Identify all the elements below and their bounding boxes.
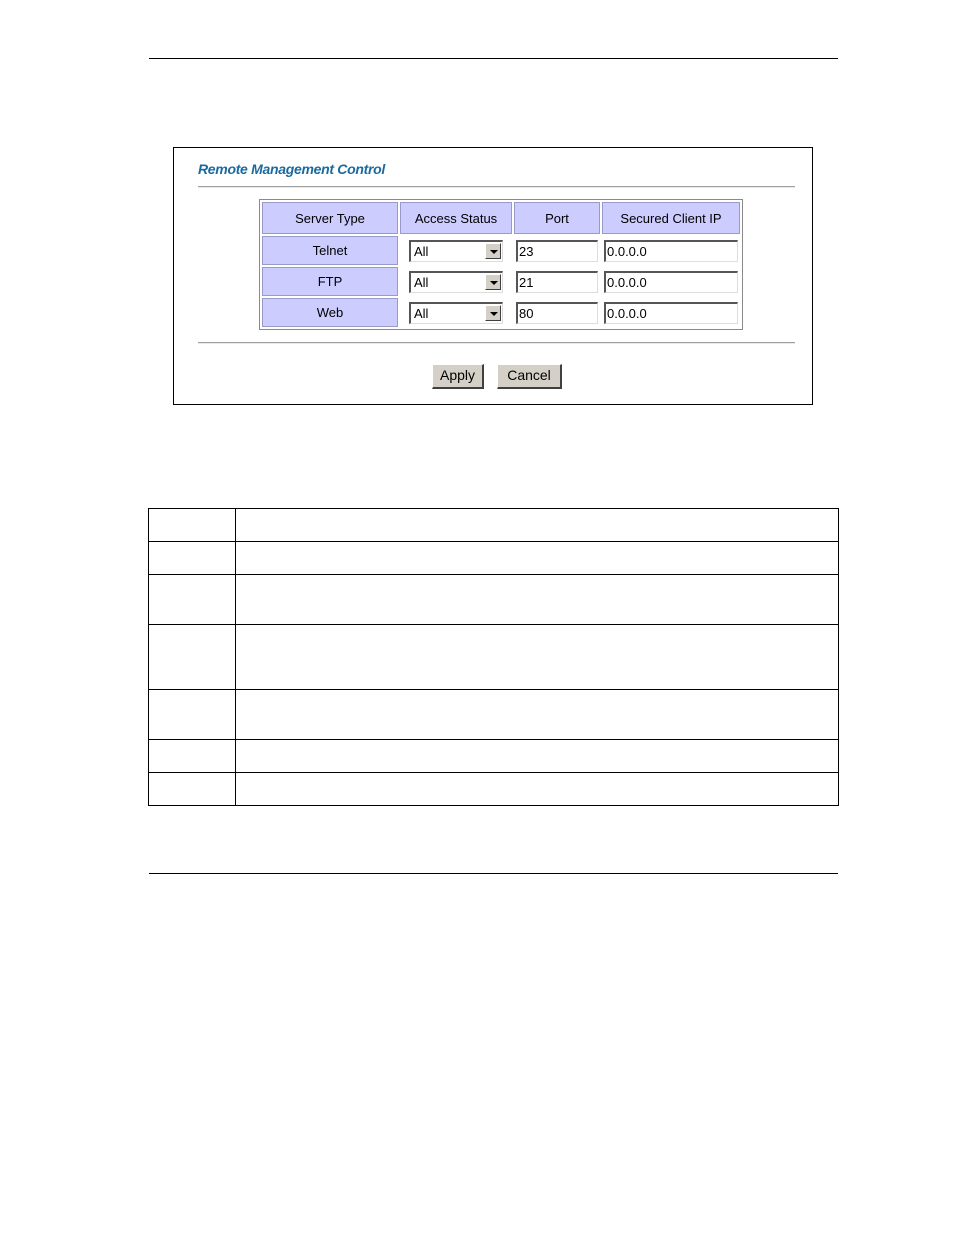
remote-management-table <box>259 199 743 330</box>
server-type-cell: FTP <box>262 267 398 296</box>
description-table <box>148 508 839 806</box>
port-input-telnet[interactable]: 23 <box>516 240 598 262</box>
table-row <box>149 509 839 542</box>
server-type-cell: Telnet <box>262 236 398 265</box>
chevron-down-icon[interactable] <box>485 274 501 290</box>
col-secured-client-ip: Secured Client IP <box>602 202 740 234</box>
secured-ip-input-telnet[interactable]: 0.0.0.0 <box>604 240 738 262</box>
table-row <box>149 625 839 690</box>
access-status-select-ftp[interactable]: All <box>409 271 503 293</box>
table-row <box>262 298 740 327</box>
divider <box>198 186 795 188</box>
header-rule <box>149 58 838 59</box>
access-status-select-web[interactable]: All <box>409 302 503 324</box>
table-row <box>149 575 839 625</box>
access-status-select-telnet[interactable]: All <box>409 240 503 262</box>
col-access-status: Access Status <box>400 202 512 234</box>
panel-title: Remote Management Control <box>198 161 385 177</box>
apply-button[interactable]: Apply <box>432 364 484 389</box>
cancel-button[interactable]: Cancel <box>497 364 562 389</box>
footer-rule <box>149 873 838 874</box>
port-input-web[interactable]: 80 <box>516 302 598 324</box>
secured-ip-input-web[interactable]: 0.0.0.0 <box>604 302 738 324</box>
col-port: Port <box>514 202 600 234</box>
divider <box>198 342 795 344</box>
table-row <box>149 542 839 575</box>
server-type-cell: Web <box>262 298 398 327</box>
table-row <box>149 690 839 740</box>
remote-management-panel <box>173 147 813 405</box>
table-header-row <box>262 202 740 234</box>
table-row <box>149 773 839 806</box>
table-row <box>262 267 740 296</box>
secured-ip-input-ftp[interactable]: 0.0.0.0 <box>604 271 738 293</box>
col-server-type: Server Type <box>262 202 398 234</box>
table-row <box>262 236 740 265</box>
chevron-down-icon[interactable] <box>485 305 501 321</box>
table-row <box>149 740 839 773</box>
port-input-ftp[interactable]: 21 <box>516 271 598 293</box>
chevron-down-icon[interactable] <box>485 243 501 259</box>
